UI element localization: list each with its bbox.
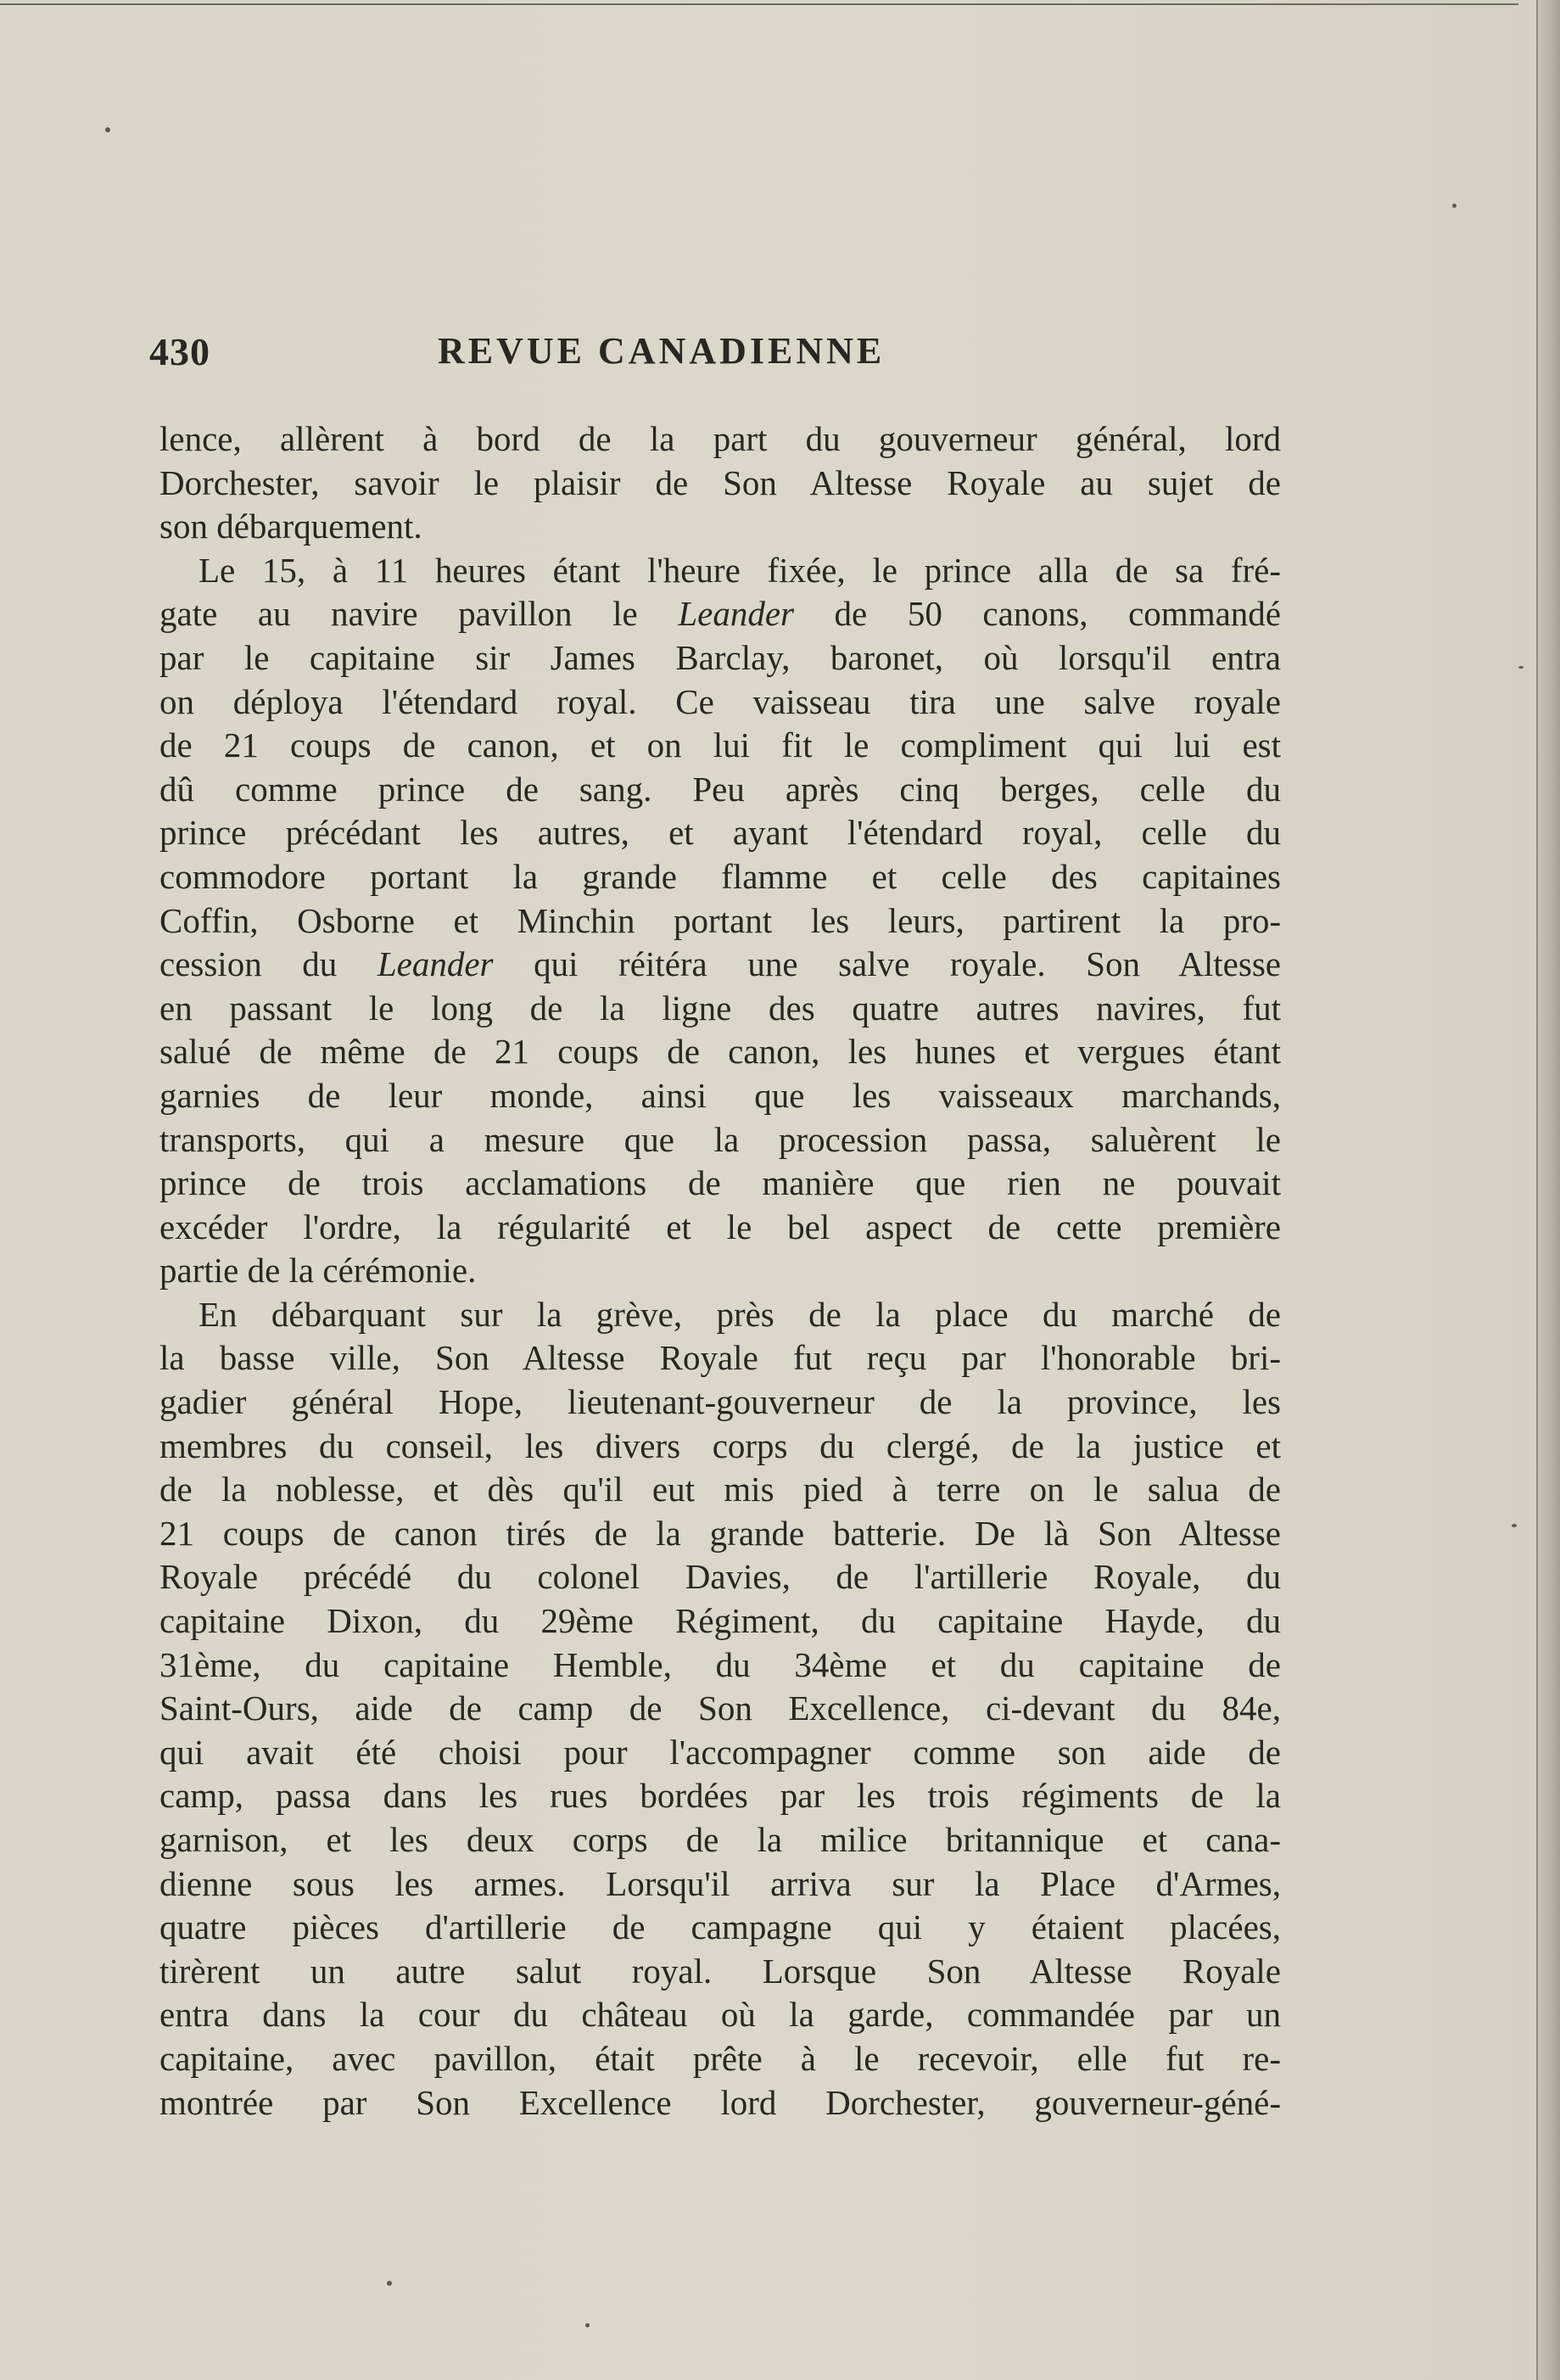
text-line: quatre pièces d'artillerie de campagne qui y étaient placées, xyxy=(159,1907,1281,1947)
text-line xyxy=(159,943,1281,987)
text-line: entra dans la cour du château où la garde, commandée par un xyxy=(159,1995,1281,2035)
text-line: montrée par Son Excellence lord Dorchester, gouverneur-géné- xyxy=(159,2082,1281,2122)
paper-speck xyxy=(585,2323,590,2327)
paper-speck xyxy=(1512,1524,1517,1527)
text-line: garnies de leur monde, ainsi que les vaisseaux marchands, xyxy=(159,1075,1281,1115)
text-line: capitaine, avec pavillon, était prête à le recevoir, elle fut re- xyxy=(159,2038,1281,2078)
text-line: excéder l'ordre, la régularité et le bel aspect de cette première xyxy=(159,1207,1281,1246)
text-line: commodore portant la grande flamme et celle des capitaines xyxy=(159,856,1281,896)
text-line: Royale précédé du colonel Davies, de l'artillerie Royale, du xyxy=(159,1557,1281,1597)
text-line: Saint-Ours, aide de camp de Son Excellence, ci-devant du 84e, xyxy=(159,1688,1281,1728)
text-line: la basse ville, Son Altesse Royale fut reçu par l'honorable bri- xyxy=(159,1338,1281,1378)
text-line: partie de la cérémonie. xyxy=(159,1251,477,1291)
text-line: camp, passa dans les rues bordées par les trois régiments de la xyxy=(159,1776,1281,1816)
text-segment: cession du xyxy=(159,944,377,984)
text-line xyxy=(159,592,1281,636)
text-line: en passant le long de la ligne des quatre autres navires, fut xyxy=(159,988,1281,1028)
paper-speck xyxy=(1452,204,1457,208)
text-line: En débarquant sur la grève, près de la place du marché de xyxy=(198,1294,1281,1334)
paper-speck xyxy=(387,2281,392,2286)
body-text xyxy=(159,417,1281,2125)
text-line: lence, allèrent à bord de la part du gouverneur général, lord xyxy=(159,419,1281,458)
page-header xyxy=(149,329,1286,380)
text-line: Dorchester, savoir le plaisir de Son Altesse Royale au sujet de xyxy=(159,462,1281,502)
paper-speck xyxy=(105,127,110,132)
text-line: capitaine Dixon, du 29ème Régiment, du capitaine Hayde, du xyxy=(159,1601,1281,1641)
text-line: transports, qui a mesure que la procession passa, saluèrent le xyxy=(159,1119,1281,1159)
text-line: salué de même de 21 coups de canon, les hunes et vergues étant xyxy=(159,1032,1281,1072)
text-line: par le capitaine sir James Barclay, baronet, où lorsqu'il entra xyxy=(159,637,1281,677)
text-line: dû comme prince de sang. Peu après cinq berges, celle du xyxy=(159,769,1281,809)
text-line: prince précédant les autres, et ayant l'étendard royal, celle du xyxy=(159,813,1281,853)
running-title: REVUE CANADIENNE xyxy=(438,330,886,372)
text-line: de 21 coups de canon, et on lui fit le compliment qui lui est xyxy=(159,725,1281,765)
text-line: qui avait été choisi pour l'accompagner comme son aide de xyxy=(159,1732,1281,1772)
text-segment: qui réitéra une salve royale. Son Altesse xyxy=(493,944,1281,984)
text-line: prince de trois acclamations de manière que rien ne pouvait xyxy=(159,1163,1281,1203)
text-line: tirèrent un autre salut royal. Lorsque Son Altesse Royale xyxy=(159,1951,1281,1991)
ship-name: Leander xyxy=(377,944,494,984)
text-line: 21 coups de canon tirés de la grande batterie. De là Son Altesse xyxy=(159,1513,1281,1553)
page-edge xyxy=(1536,0,1560,2380)
text-segment: gate au navire pavillon le xyxy=(159,594,679,634)
text-segment: de 50 canons, commandé xyxy=(793,594,1281,634)
text-line: membres du conseil, les divers corps du clergé, de la justice et xyxy=(159,1425,1281,1465)
text-line: Coffin, Osborne et Minchin portant les leurs, partirent la pro- xyxy=(159,900,1281,940)
text-line: gadier général Hope, lieutenant-gouverneur de la province, les xyxy=(159,1382,1281,1422)
text-line: son débarquement. xyxy=(159,507,422,546)
paper-speck xyxy=(1518,666,1524,669)
text-line: garnison, et les deux corps de la milice britannique et cana- xyxy=(159,1820,1281,1859)
ship-name: Leander xyxy=(678,594,794,634)
top-rule xyxy=(0,3,1518,5)
text-line: dienne sous les armes. Lorsqu'il arriva sur la Place d'Armes, xyxy=(159,1863,1281,1903)
text-line: de la noblesse, et dès qu'il eut mis pied à terre on le salua de xyxy=(159,1470,1281,1509)
text-line: Le 15, à 11 heures étant l'heure fixée, le prince alla de sa fré- xyxy=(198,550,1281,590)
page-number: 430 xyxy=(149,330,210,373)
text-line: 31ème, du capitaine Hemble, du 34ème et du capitaine de xyxy=(159,1644,1281,1684)
text-line: on déploya l'étendard royal. Ce vaisseau tira une salve royale xyxy=(159,681,1281,721)
